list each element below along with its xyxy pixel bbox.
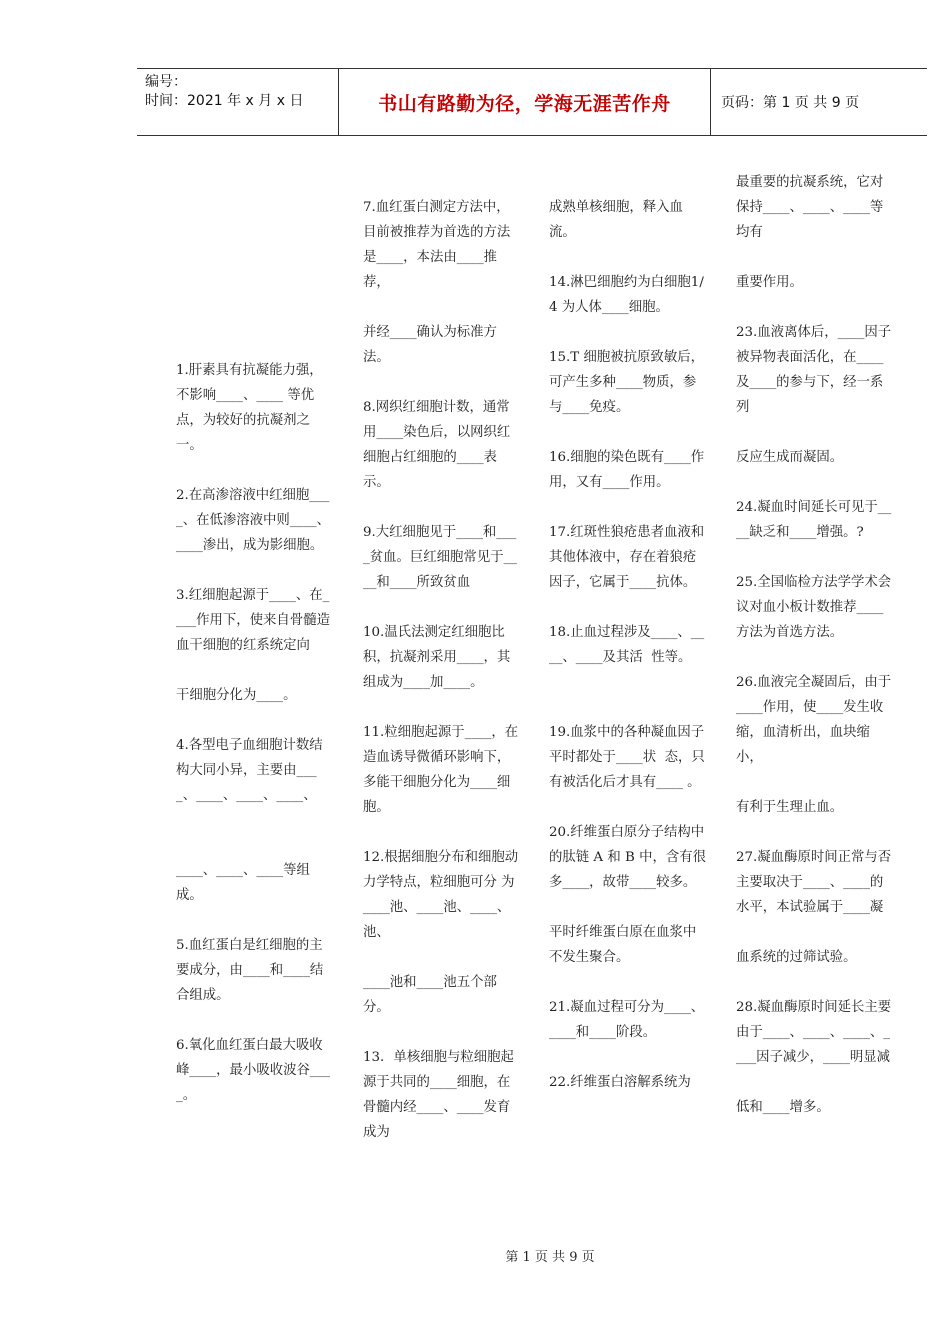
question-item: 23.血液离体后，____因子被异物表面活化，在____及____的参与下，经一系列 — [736, 325, 892, 415]
question-item: 4.各型电子血细胞计数结构大同小异，主要由____、____、____、____、 — [176, 738, 323, 803]
document-date-label: 时间：2021 年 x 月 x 日 — [145, 93, 304, 109]
header-page-indicator: 页码：第 1 页 共 9 页 — [721, 95, 860, 111]
question-item: 成熟单核细胞，释入血流。 — [549, 200, 683, 240]
question-column-4 — [736, 170, 894, 1120]
question-item: 6.氧化血红蛋白最大吸收峰____，最小吸收波谷____。 — [176, 1038, 330, 1103]
question-item: 11.粒细胞起源于____，在造血诱导微循环影响下，多能干细胞分化为____细胞。 — [363, 725, 519, 815]
question-item: 22.纤维蛋白溶解系统为 — [549, 1075, 691, 1090]
question-item: 14.淋巴细胞约为白细胞1/4 为人体____细胞。 — [549, 275, 704, 315]
question-item: 25.全国临检方法学学术会议对血小板计数推荐____方法为首选方法。 — [736, 575, 892, 640]
question-column-3 — [549, 195, 707, 1095]
footer-page-number: 第 1 页 共 9 页 — [505, 1250, 595, 1265]
document-number-label: 编号： — [145, 74, 187, 90]
question-item: 重要作用。 — [736, 275, 803, 290]
question-item: 13．单核细胞与粒细胞起源于共同的____细胞，在骨髓内经____、____发育成为 — [363, 1050, 514, 1140]
question-item: 最重要的抗凝系统，它对保持____、____、____等均有 — [736, 175, 884, 240]
question-item: 18.止血过程涉及____、____、____及其活 性等。 — [549, 625, 705, 665]
header-motto: 书山有路勤为径，学海无涯苦作舟 — [338, 69, 711, 135]
question-item: 19.血浆中的各种凝血因子平时都处于____状 态，只有被活化后才具有____ 。 — [549, 725, 705, 790]
page-footer — [0, 1246, 950, 1265]
question-item: 12.根据细胞分布和细胞动力学特点，粒细胞可分 为____池、____池、____、 池、 — [363, 850, 519, 940]
question-item: 8.网织红细胞计数，通常用____染色后，以网织红细胞占红细胞的____表示。 — [363, 400, 511, 490]
question-item: 并经____确认为标准方法。 — [363, 325, 497, 365]
question-item: 低和____增多。 — [736, 1100, 830, 1115]
question-item: ____池和____池五个部分。 — [363, 975, 497, 1015]
question-item: 24.凝血时间延长可见于____缺乏和____增强。? — [736, 500, 892, 540]
question-item: 21.凝血过程可分为____、____和____阶段。 — [549, 1000, 705, 1040]
question-item: 28.凝血酶原时间延长主要由于____、____、____、____因子减少，____明显减 — [736, 1000, 892, 1065]
question-item: 血系统的过筛试验。 — [736, 950, 857, 965]
question-item: 17.红斑性狼疮患者血液和其他体液中，存在着狼疮因子，它属于____抗体。 — [549, 525, 705, 590]
question-item: 7.血红蛋白测定方法中，目前被推荐为首选的方法是____，本法由____推荐， — [363, 200, 511, 290]
page-header — [137, 68, 927, 136]
question-item: 平时纤维蛋白原在血浆中不发生聚合。 — [549, 925, 697, 965]
question-item: 9.大红细胞见于____和____贫血。巨红细胞常见于____和____所致贫血 — [363, 525, 517, 590]
question-item: 10.温氏法测定红细胞比积，抗凝剂采用____，其组成为____加____。 — [363, 625, 511, 690]
question-column-2 — [363, 195, 521, 1145]
question-item: 2.在高渗溶液中红细胞____、在低渗溶液中则____、____渗出，成为影细胞。 — [176, 488, 330, 553]
question-item: 27.凝血酶原时间正常与否主要取决于____、____的水平，本试验属于____凝 — [736, 850, 892, 915]
question-item: ____、____、____等组成。 — [176, 863, 310, 903]
question-item: 3.红细胞起源于____、在____作用下，使来自骨髓造血干细胞的红系统定向 — [176, 588, 330, 653]
question-item: 15.T 细胞被抗原致敏后，可产生多种____物质，参与____免疫。 — [549, 350, 704, 415]
question-item: 16.细胞的染色既有____作用，又有____作用。 — [549, 450, 705, 490]
question-item: 有利于生理止血。 — [736, 800, 844, 815]
question-item: 干细胞分化为____。 — [176, 688, 297, 703]
question-column-1 — [176, 358, 334, 1108]
question-item: 26.血液完全凝固后，由于____作用，使____发生收缩，血清析出，血块缩小， — [736, 675, 892, 765]
question-item: 反应生成而凝固。 — [736, 450, 844, 465]
question-item: 20.纤维蛋白原分子结构中的肽链 A 和 B 中，含有很多____，故带____较多。 — [549, 825, 707, 890]
question-item: 1.肝素具有抗凝能力强，不影响____、____ 等优点，为较好的抗凝剂之一。 — [176, 363, 323, 453]
question-item: 5.血红蛋白是红细胞的主要成分，由____和____结合组成。 — [176, 938, 324, 1003]
header-meta — [137, 69, 338, 135]
